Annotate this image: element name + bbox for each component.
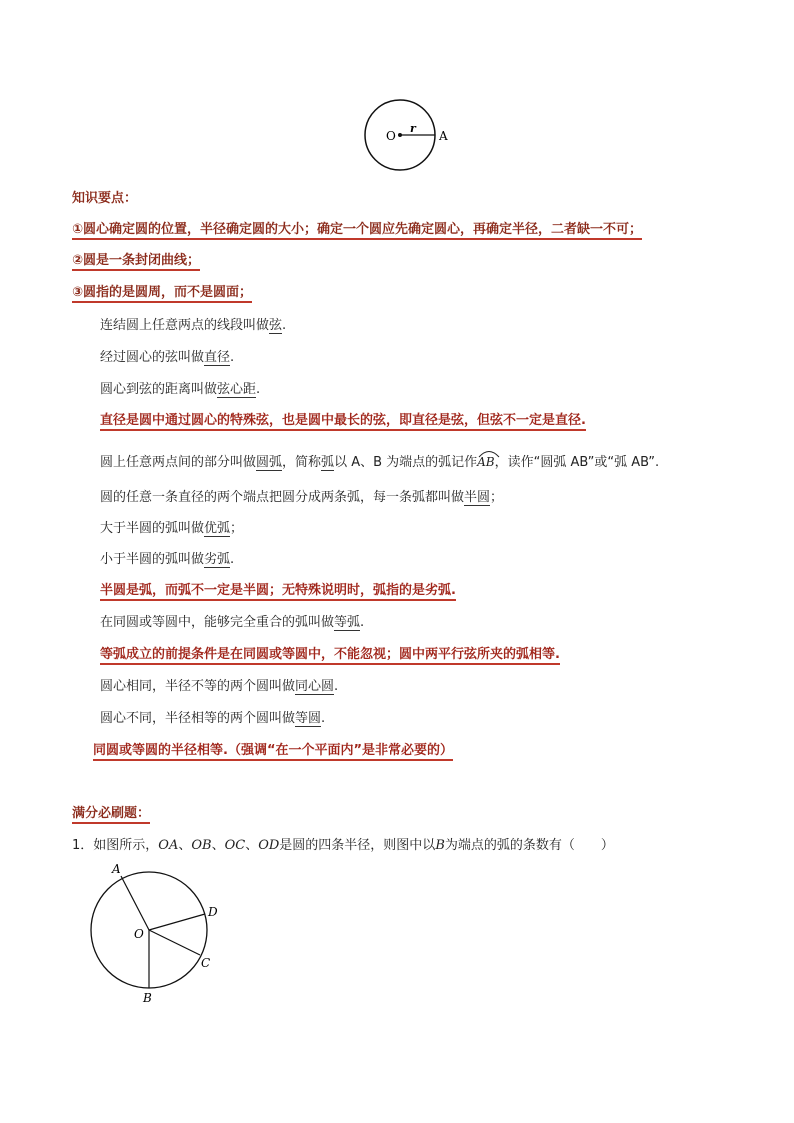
- def-equal-arc: [100, 611, 364, 630]
- q1-sep: 、: [178, 838, 192, 853]
- period: .: [230, 350, 235, 365]
- term-equal-arc: 等弧: [334, 615, 361, 630]
- term-semicircle: 半圆: [464, 490, 491, 505]
- term-chord: 弦: [269, 318, 283, 333]
- def-arc-mid2: 以 A、B 为端点的弧记作: [334, 455, 478, 470]
- arc-symbol-text: AB: [477, 455, 495, 469]
- q1-mid: 是圆的四条半径，则图中以: [279, 838, 436, 853]
- def-arc-mid: ，简称: [282, 455, 322, 470]
- note-diameter: 直径是圆中通过圆心的特殊弦，也是圆中最长的弦，即直径是弦，但弦不一定是直径.: [100, 409, 586, 431]
- radius-oc: [149, 930, 200, 955]
- q1-od: OD: [258, 838, 280, 853]
- arc-symbol: [477, 451, 494, 469]
- q1-sep: 、: [245, 838, 259, 853]
- question-1: [72, 834, 614, 853]
- def-arc-text: 圆上任意两点间的部分叫做: [100, 455, 257, 470]
- note-semicircle: 半圆是弧，而弧不一定是半圆；无特殊说明时，弧指的是劣弧.: [100, 579, 456, 601]
- circle-figure-q1: [84, 858, 234, 1006]
- term-equal-circle: 等圆: [295, 711, 322, 726]
- radius-label-r: r: [410, 122, 416, 135]
- def-equal-arc-text: 在同圆或等圆中，能够完全重合的弧叫做: [100, 615, 335, 630]
- point-label-a: A: [439, 129, 448, 143]
- def-semicircle-post: ；: [490, 490, 504, 505]
- def-diameter-text: 经过圆心的弦叫做: [100, 350, 205, 365]
- def-chord-text: 连结圆上任意两点的线段叫做: [100, 318, 270, 333]
- def-arc: [100, 451, 659, 470]
- def-major-arc: [100, 517, 243, 536]
- def-major-post: ；: [230, 521, 244, 536]
- def-minor-text: 小于半圆的弧叫做: [100, 552, 205, 567]
- label-o: O: [134, 927, 144, 941]
- knowledge-heading: 知识要点：: [72, 191, 138, 206]
- knowledge-point-3: ③圆指的是圆周，而不是圆面；: [72, 281, 252, 303]
- q1-oa: OA: [158, 838, 179, 853]
- practice-heading: 满分必刷题：: [72, 802, 150, 824]
- def-arc-post: ，读作“圆弧 AB”或“弧 AB”.: [494, 455, 660, 470]
- period: .: [334, 679, 339, 694]
- def-distance-text: 圆心到弦的距离叫做: [100, 382, 218, 397]
- period: .: [256, 382, 261, 397]
- q1-num: 1．如图所示，: [72, 838, 159, 853]
- q1-oc: OC: [224, 838, 246, 853]
- note-radius: 同圆或等圆的半径相等.（强调“在一个平面内”是非常必要的）: [93, 739, 453, 761]
- q1-end: 为端点的弧的条数有（ ）: [444, 838, 614, 853]
- q1-b: B: [435, 838, 445, 853]
- def-equal-circle: [100, 707, 325, 726]
- def-chord: [100, 314, 286, 333]
- term-arc: 圆弧: [256, 455, 283, 470]
- label-b: B: [143, 991, 152, 1005]
- term-chord-distance: 弦心距: [217, 382, 257, 397]
- arc-mark-icon: [477, 448, 501, 458]
- center-label-o: O: [386, 129, 396, 143]
- label-a: A: [112, 862, 121, 876]
- label-d: D: [208, 905, 218, 919]
- def-diameter: [100, 346, 234, 365]
- period: .: [321, 711, 326, 726]
- period: .: [282, 318, 287, 333]
- term-arc-short: 弧: [321, 455, 335, 470]
- term-major-arc: 优弧: [204, 521, 231, 536]
- radius-oa: [121, 876, 149, 930]
- term-minor-arc: 劣弧: [204, 552, 231, 567]
- period: .: [230, 552, 235, 567]
- note-equal-arc: 等弧成立的前提条件是在同圆或等圆中，不能忽视；圆中两平行弦所夹的弧相等.: [100, 643, 560, 665]
- circle-figure-top: [362, 97, 462, 177]
- q1-ob: OB: [191, 838, 212, 853]
- def-concentric-text: 圆心相同，半径不等的两个圆叫做: [100, 679, 296, 694]
- def-equal-circle-text: 圆心不同，半径相等的两个圆叫做: [100, 711, 296, 726]
- radius-od: [149, 914, 205, 930]
- q1-sep: 、: [211, 838, 225, 853]
- term-diameter: 直径: [204, 350, 231, 365]
- def-chord-distance: [100, 378, 260, 397]
- def-semicircle: [100, 486, 503, 505]
- def-major-text: 大于半圆的弧叫做: [100, 521, 205, 536]
- period: .: [360, 615, 365, 630]
- knowledge-point-2: ②圆是一条封闭曲线；: [72, 249, 200, 271]
- label-c: C: [201, 956, 211, 970]
- def-concentric: [100, 675, 338, 694]
- def-minor-arc: [100, 548, 234, 567]
- term-concentric: 同心圆: [295, 679, 335, 694]
- def-semicircle-text: 圆的任意一条直径的两个端点把圆分成两条弧，每一条弧都叫做: [100, 490, 465, 505]
- knowledge-point-1: ①圆心确定圆的位置，半径确定圆的大小；确定一个圆应先确定圆心，再确定半径，二者缺一不可；: [72, 218, 642, 240]
